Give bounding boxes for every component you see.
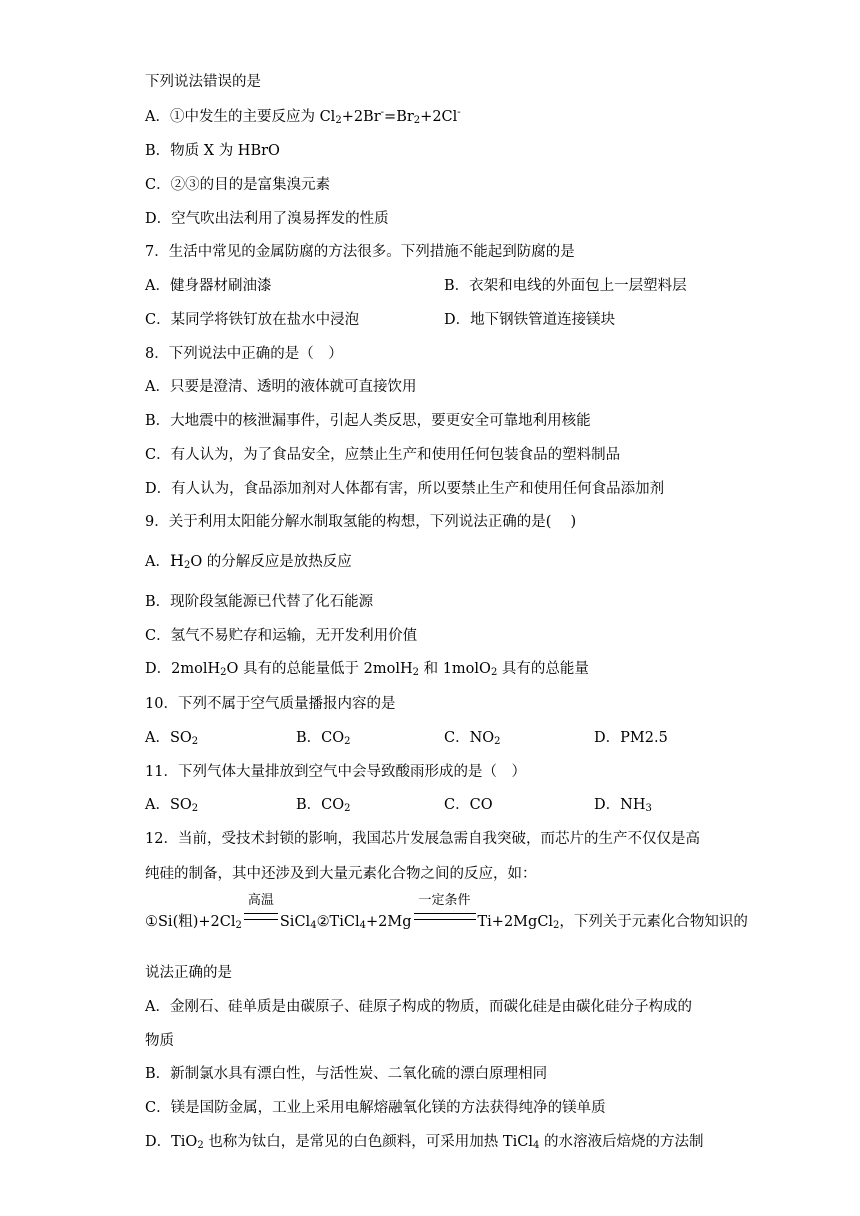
text: A．①中发生的主要反应为 Cl: [145, 109, 336, 125]
q12-equations: [145, 893, 748, 932]
text: ①Si(粗)+2Cl: [145, 914, 236, 930]
q8-option-d[interactable]: D．有人认为，食品添加剂对人体都有害，所以要禁止生产和使用任何食品添加剂: [145, 481, 665, 497]
arrow-condition: 一定条件: [418, 893, 471, 908]
arrow-condition: 高温: [247, 893, 274, 908]
subscript: 2: [220, 667, 227, 678]
reaction-arrow: [244, 893, 278, 932]
q11-option-a[interactable]: [145, 795, 198, 815]
text: Ti+2MgCl: [477, 914, 554, 930]
q7-option-c[interactable]: C．某同学将铁钉放在盐水中浸泡: [145, 312, 360, 328]
superscript: -: [380, 107, 385, 118]
q6-option-d[interactable]: D．空气吹出法利用了溴易挥发的性质: [145, 211, 389, 227]
text: 具有的总能量: [497, 661, 589, 677]
q9-option-a[interactable]: [145, 551, 352, 572]
q10-option-a[interactable]: [145, 728, 198, 748]
text: B．CO: [296, 730, 345, 746]
text: D．: [145, 661, 172, 677]
text: 也称为钛白，是常见的白色颜料，可采用加热 TiCl: [203, 1134, 533, 1150]
subscript: 3: [645, 803, 652, 814]
reaction-arrow: [414, 893, 476, 932]
q6-option-c[interactable]: C．②③的目的是富集溴元素: [145, 177, 331, 193]
q12-option-c[interactable]: C．镁是国防金属，工业上采用电解熔融氧化镁的方法获得纯净的镁单质: [145, 1100, 606, 1116]
text: SiCl: [279, 914, 311, 930]
text: O 具有的总能量低于 2molH: [226, 661, 413, 677]
q12-stem-line1: 12．当前，受技术封锁的影响，我国芯片发展急需自我突破，而芯片的生产不仅仅是高: [145, 831, 700, 847]
superscript: -: [457, 107, 461, 118]
subscript: 4: [310, 920, 317, 931]
text: D．TiO: [145, 1134, 198, 1150]
text: +2Br: [341, 109, 381, 125]
text: +2Mg: [365, 914, 412, 930]
subscript: 2: [197, 1140, 204, 1151]
text: ，下列关于元素化合物知识的: [559, 914, 748, 930]
subscript: 2: [183, 560, 191, 571]
subscript: 2: [344, 736, 351, 747]
subscript: 2: [335, 115, 342, 126]
q11-option-b[interactable]: [296, 795, 351, 815]
q11-option-d[interactable]: [594, 795, 652, 815]
subscript: 2: [344, 803, 351, 814]
text: O 的分解反应是放热反应: [190, 554, 352, 570]
q9-option-d[interactable]: [145, 659, 589, 679]
subscript: 4: [532, 1140, 540, 1151]
q12-option-a[interactable]: A．金刚石、硅单质是由碳原子、硅原子构成的物质，而碳化硅是由碳化硅分子构成的: [145, 999, 692, 1015]
subscript: 2: [412, 667, 419, 678]
subscript: 2: [553, 920, 560, 931]
arrow-bars: [414, 913, 476, 920]
arrow-bars: [244, 913, 278, 920]
subscript: 2: [490, 667, 498, 678]
q6-option-a[interactable]: [145, 107, 461, 127]
text: ②TiCl: [316, 914, 360, 930]
text: 和 1molO: [418, 661, 491, 677]
q8-option-a[interactable]: A．只要是澄清、透明的液体就可直接饮用: [145, 379, 417, 395]
text: 2molH: [171, 661, 221, 677]
q6-stem: 下列说法错误的是: [145, 74, 261, 90]
q10-stem: 10．下列不属于空气质量播报内容的是: [145, 696, 396, 712]
q7-option-b[interactable]: B．衣架和电线的外面包上一层塑料层: [444, 278, 687, 294]
subscript: 4: [359, 920, 366, 931]
text: +2Cl: [420, 109, 458, 125]
q9-option-c[interactable]: C．氢气不易贮存和运输，无开发利用价值: [145, 628, 418, 644]
q9-option-b[interactable]: B．现阶段氢能源已代替了化石能源: [145, 594, 374, 610]
text: A．SO: [145, 797, 192, 813]
text: A．: [145, 554, 170, 570]
q8-option-b[interactable]: B．大地震中的核泄漏事件，引起人类反思，要更安全可靠地利用核能: [145, 413, 591, 429]
q8-stem: 8．下列说法中正确的是（ ）: [145, 346, 343, 362]
q9-stem: 9．关于利用太阳能分解水制取氢能的构想，下列说法正确的是( ): [145, 514, 577, 530]
q10-option-b[interactable]: [296, 728, 351, 748]
q12-stem-line3: 说法正确的是: [145, 965, 232, 981]
q10-option-d[interactable]: D．PM2.5: [594, 730, 668, 746]
q12-option-d[interactable]: [145, 1132, 703, 1152]
text: C．NO: [444, 730, 495, 746]
text: B．CO: [296, 797, 345, 813]
q7-option-d[interactable]: D．地下钢铁管道连接镁块: [444, 312, 616, 328]
q7-stem: 7．生活中常见的金属防腐的方法很多。下列措施不能起到防腐的是: [145, 244, 575, 260]
text: D．NH: [594, 797, 646, 813]
q11-option-c[interactable]: C．CO: [444, 797, 493, 813]
q10-option-c[interactable]: [444, 728, 501, 748]
subscript: 2: [191, 803, 199, 814]
q8-option-c[interactable]: C．有人认为，为了食品安全，应禁止生产和使用任何包装食品的塑料制品: [145, 447, 621, 463]
q12-option-a-cont[interactable]: 物质: [145, 1033, 174, 1049]
formula: H: [169, 551, 184, 570]
q12-option-b[interactable]: B．新制氯水具有漂白性，与活性炭、二氧化硫的漂白原理相同: [145, 1066, 548, 1082]
text: 的水溶液后焙烧的方法制: [539, 1134, 704, 1150]
text: A．SO: [145, 730, 192, 746]
subscript: 2: [235, 920, 242, 931]
q7-option-a[interactable]: A．健身器材刷油漆: [145, 278, 272, 294]
subscript: 2: [413, 115, 421, 126]
q12-stem-line2: 纯硅的制备，其中还涉及到大量元素化合物之间的反应，如：: [145, 866, 537, 882]
q11-stem: 11．下列气体大量排放到空气中会导致酸雨形成的是（ ）: [145, 764, 526, 780]
subscript: 2: [494, 736, 501, 747]
q6-option-b[interactable]: B．物质 X 为 HBrO: [145, 143, 280, 159]
text: =Br: [384, 109, 414, 125]
subscript: 2: [191, 736, 199, 747]
